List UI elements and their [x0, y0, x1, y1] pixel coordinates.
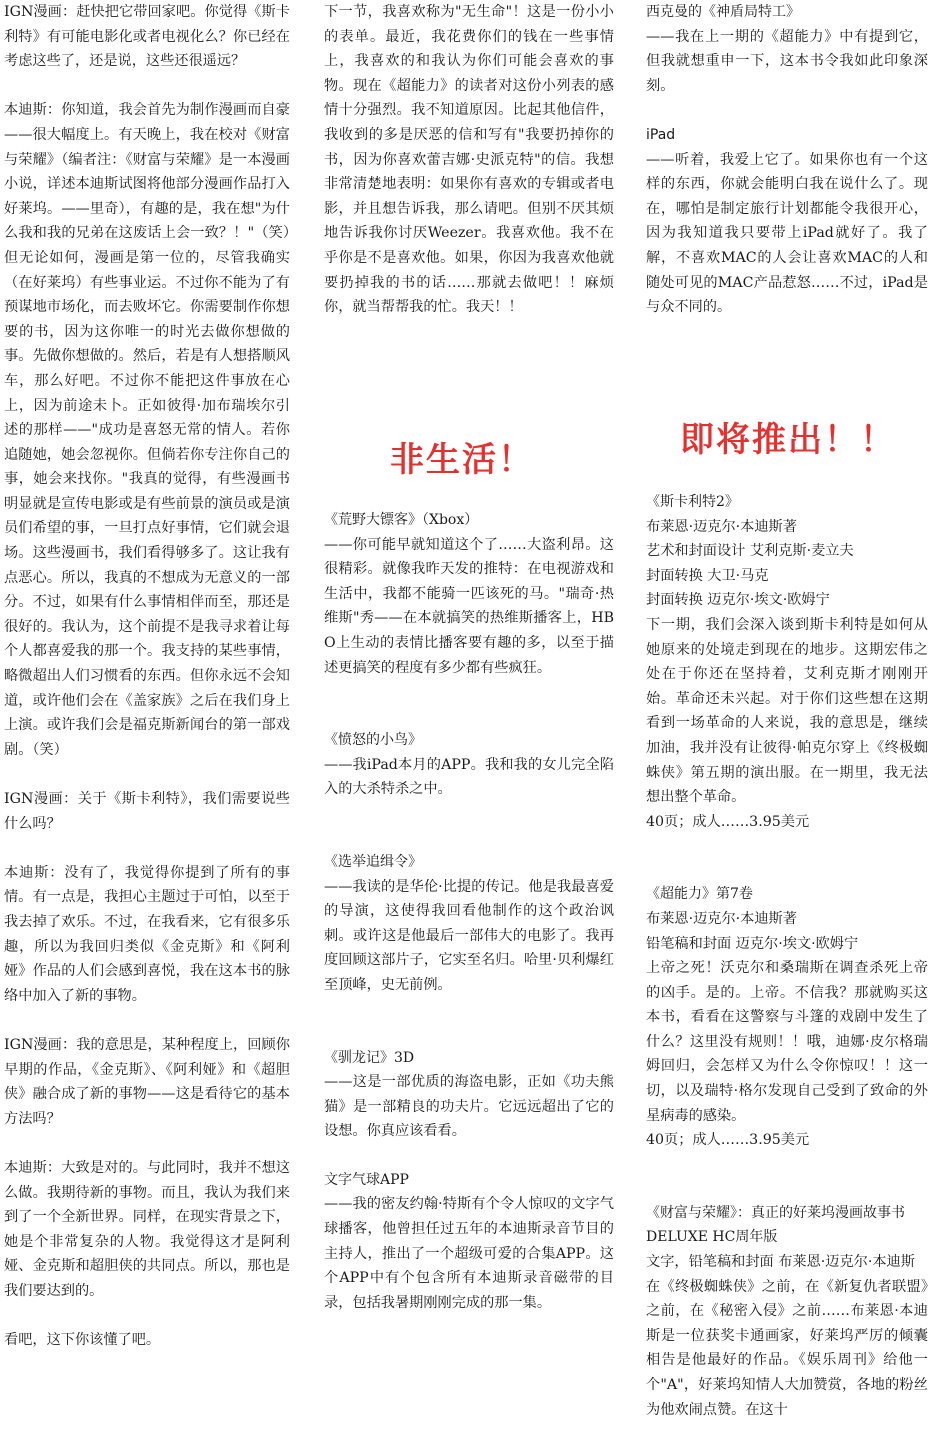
credit-line: 铅笔稿和封面 迈克尔·埃文·欧姆宁: [646, 935, 859, 952]
item-title: 《愤怒的小鸟》: [324, 732, 422, 749]
credit-line: 布莱恩·迈克尔·本迪斯著: [646, 910, 797, 927]
non-life-column: [324, 0, 614, 320]
coming-soon-heading: 即将推出！！: [680, 420, 896, 460]
list-item: [324, 508, 614, 680]
credit-line: 封面转换 迈克尔·埃文·欧姆宁: [646, 592, 830, 609]
interview-answer: 本迪斯：你知道，我会首先为制作漫画而自豪——很大幅度上。有天晚上，我在校对《财富与荣耀》（编者注：《财富与荣耀》是一本漫画小说，详述本迪斯试图将他部分漫画作品打入好莱坞。——里奇），有趣的是，我在想"为什么我和我的兄弟在这废话上会一致？！"（笑）但无论如何，漫画是第一位的，尽管我确实（在好莱坞）有些事业运。不过你不能为了有预谋地市场化，而去败坏它。你需要制作你想要的书，因为这你唯一的时光去做你想做的事。先做你想做的。然后，若是有人想搭顺风车，那么好吧。不过你不能把这件事放在心上，因为前途未卜。正如彼得·加布瑞埃尔引述的那样——"成功是喜怒无常的情人。若你追随她，她会忽视你。但倘若你专注你自己的事，她会来找你。"我真的觉得，有些漫画书明显就是宣传电影或是有些前景的演员或是演员们希望的事，一旦打点好事情，它们就会退场。这些漫画书，我们看得够多了。这让我有点恶心。所以，我真的不想成为无意义的一部分。不过，如果有什么事情相伴而至，那还是很好的。我认为，这个前提不是我寻求着让每个人都喜爱我的那一个。我支持的某些事情，略微超出人们习惯看的东西。但你永远不会知道，或许他们会在《盖家族》之后在我们身上上演。或许我们会是福克斯新闻台的第一部戏剧。（笑）: [4, 102, 290, 758]
item-title: 《斯卡利特2》: [646, 494, 739, 510]
list-item: [646, 1201, 928, 1422]
interview-column: [4, 0, 290, 1353]
non-life-intro: 下一节，我喜欢称为"无生命"！这是一份小小的表单。最近，我花费你们的钱在一些事情上，我喜欢的和我认为你们可能会喜欢的事物。现在《超能力》的读者对这份小列表的感情十分强烈。我不知道原因。比起其他信件，我收到的多是厌恶的信和写有"我要扔掉你的书，因为你喜欢蕾吉娜·史派克特"的信。我想非常清楚地表明：如果你有喜欢的专辑或者电影，并且想告诉我，那么请吧。但别不厌其烦地告诉我你讨厌Weezer。我喜欢他。我不在乎你是不是喜欢他。如果，你因为我喜欢他就要扔掉我的书的话……那就去做吧！！麻烦你，就当帮帮我的忙。我天！！: [324, 4, 614, 316]
item-title: 文字气球APP: [324, 1171, 409, 1188]
list-item: [324, 850, 614, 998]
list-item: [324, 1046, 614, 1144]
credit-line: 封面转换 大卫·马克: [646, 567, 769, 584]
interview-question: IGN漫画：关于《斯卡利特》，我们需要说些什么吗？: [4, 791, 290, 832]
interview-closing: 看吧，这下你该懂了吧。: [4, 1332, 161, 1349]
interview-question: IGN漫画：我的意思是，某种程度上，回顾你早期的作品，《金克斯》、《阿利娅》和《超胆侠》融合成了新的事物——这是看待它的基本方法吗？: [4, 1036, 290, 1127]
item-body: ——这是一部优质的海盗电影，正如《功夫熊猫》是一部精良的功夫片。它远远超出了它的设想。你真应该看看。: [324, 1074, 614, 1140]
item-title: 西克曼的《神盾局特工》: [646, 4, 800, 20]
item-body: 下一期，我们会深入谈到斯卡利特是如何从她原来的处境走到现在的地步。这期宏伟之处在于你还在坚持着，艾利克斯才刚刚开始。革命还未兴起。对于你们这些想在这期看到一场革命的人来说，我的意思是，继续加油，我并没有让彼得·帕克尔穿上《终极蜘蛛侠》第五期的演出服。在一期里，我无法想出整个革命。: [646, 616, 928, 806]
item-body: ——你可能早就知道这个了……大盗利昂。这很精彩。就像我昨天发的推特：在电视游戏和生活中，我都不能骑一匹该死的马。"瑞奇·热维斯"秀——在本就搞笑的热维斯播客上，HBO上生动的表情比播客要有趣的多，以至于描述更搞笑的程度有多少都有些疯狂。: [324, 536, 614, 676]
list-item: [646, 490, 928, 834]
item-title: 《财富与荣耀》：真正的好莱坞漫画故事书DELUXE HC周年版: [646, 1204, 905, 1246]
item-body: ——我iPad本月的APP。我和我的女儿完全陷入的大杀特杀之中。: [324, 756, 614, 798]
item-body: ——我在上一期的《超能力》中有提到它，但我就想重申一下，这本书令我如此印象深刻。: [646, 28, 928, 94]
non-life-list: [324, 508, 614, 1315]
list-item: [646, 882, 928, 1153]
interview-answer: 本迪斯：没有了，我觉得你提到了所有的事情。有一点是，我担心主题过于可怕，以至于我去掉了欢乐。不过，在我看来，它有很多乐趣，所以为我回归类似《金克斯》和《阿利娅》作品的人们会感到喜悦，我在这本书的脉络中加入了新的事物。: [4, 864, 290, 1004]
interview-answer: 本迪斯：大致是对的。与此同时，我并不想这么做。我期待新的事物。而且，我认为我们来到了一个全新世界。同样，在现实背景之下，她是个非常复杂的人物。我觉得这才是阿利娅、金克斯和超胆侠的共同点。所以，那也是我们要达到的。: [4, 1159, 290, 1299]
item-title: 《选举追缉令》: [324, 853, 422, 870]
item-title: 《荒野大镖客》（Xbox）: [324, 512, 479, 528]
non-life-heading: 非生活！: [390, 440, 534, 480]
credit-line: 布莱恩·迈克尔·本迪斯著: [646, 518, 797, 535]
credit-line: 文字，铅笔稿和封面 布莱恩·迈克尔·本迪斯: [646, 1254, 915, 1271]
list-item: [646, 0, 928, 98]
item-title: 《超能力》第7卷: [646, 886, 753, 903]
price-line: 40页；成人……3.95美元: [646, 1132, 810, 1149]
item-body: ——我的密友约翰·特斯有个令人惊叹的文字气球播客，他曾担任过五年的本迪斯录音节目的主持人，推出了一个超级可爱的合集APP。这个APP中有个包含所有本迪斯录音磁带的目录，包括我暑期刚刚完成的那一集。: [324, 1196, 614, 1311]
item-body: ——我读的是华伦·比提的传记。他是我最喜爱的导演，这使得我回看他制作的这个政治讽刺。或许这是他最后一部伟大的电影了。我再度回顾这部片子，它实至名归。哈里·贝利爆红至顶峰，史无前例。: [324, 878, 614, 993]
recommendation-column: [646, 0, 928, 320]
interview-question: IGN漫画：赶快把它带回家吧。你觉得《斯卡利特》有可能电影化或者电视化么？你已经在考虑这些了，还是说，这些还很遥远？: [4, 4, 290, 70]
list-item: [324, 728, 614, 802]
credit-line: 艺术和封面设计 艾利克斯·麦立夫: [646, 543, 854, 560]
item-title: 《驯龙记》3D: [324, 1049, 415, 1066]
price-line: 40页；成人……3.95美元: [646, 813, 810, 830]
list-item: [646, 123, 928, 320]
coming-soon-list: [646, 490, 928, 1422]
list-item: [324, 1168, 614, 1316]
item-body: 上帝之死！沃克尔和桑瑞斯在调查杀死上帝的凶手。是的。上帝。不信我？那就购买这本书，看看在这警察与斗篷的戏剧中发生了什么？这里没有规则！！哦，迪娜·皮尔格瑞姆回归，会怎样又为什么令你惊叹！！这一切，以及瑞特·格尔发现自己受到了致命的外星病毒的感染。: [646, 960, 928, 1124]
item-title: iPad: [646, 126, 676, 143]
item-body: ——听着，我爱上它了。如果你也有一个这样的东西，你就会能明白我在说什么了。现在，哪怕是制定旅行计划都能令我很开心，因为我知道我只要带上iPad就好了。我了解，不喜欢MAC的人会让喜欢MAC的人和随处可见的MAC产品惹怒……不过，iPad是与众不同的。: [646, 151, 928, 316]
item-body: 在《终极蜘蛛侠》之前，在《新复仇者联盟》之前，在《秘密入侵》之前……布莱恩·本迪斯是一位获奖卡通画家，好莱坞严厉的倾囊相告是他最好的作品。《娱乐周刊》给他一个"A"，好莱坞知情人大加赞赏，各地的粉丝为他欢闹点赞。在这十: [646, 1278, 928, 1418]
